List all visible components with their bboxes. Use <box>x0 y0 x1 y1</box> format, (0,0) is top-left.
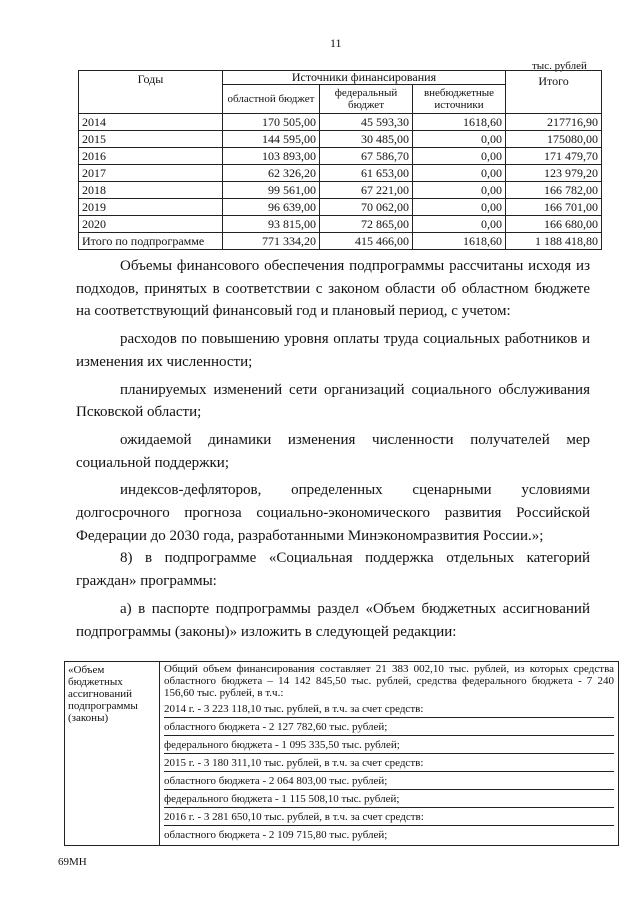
paragraph: а) в паспорте подпрограммы раздел «Объем бюджетных ассигнований подпрограммы (законы)» изложить в следующей редакции: <box>76 600 590 640</box>
cell-regional: 170 505,00 <box>223 114 320 131</box>
passport-line: областного бюджета - 2 127 782,60 тыс. рублей; <box>164 719 614 736</box>
footer-code: 69МН <box>58 856 87 868</box>
financing-table <box>78 70 602 250</box>
passport-line: областного бюджета - 2 064 803,00 тыс. рублей; <box>164 773 614 790</box>
cell-year: 2017 <box>79 165 223 182</box>
header-federal: федеральный бюджет <box>320 85 413 114</box>
cell-regional: 99 561,00 <box>223 182 320 199</box>
cell-federal: 67 586,70 <box>320 148 413 165</box>
passport-table <box>64 661 619 846</box>
cell-federal: 30 485,00 <box>320 131 413 148</box>
cell-total: 166 701,00 <box>506 199 602 216</box>
passport-line: 2014 г. - 3 223 118,10 тыс. рублей, в т.ч. за счет средств: <box>164 701 614 718</box>
header-years: Годы <box>79 71 223 114</box>
cell-extra: 0,00 <box>413 182 506 199</box>
cell-year: 2014 <box>79 114 223 131</box>
cell-regional: 62 326,20 <box>223 165 320 182</box>
cell-federal: 45 593,30 <box>320 114 413 131</box>
paragraph: планируемых изменений сети организаций социального обслуживания Псковской области; <box>76 381 590 421</box>
cell-extra: 0,00 <box>413 199 506 216</box>
table-row <box>79 199 602 216</box>
table-row <box>79 216 602 233</box>
table-row <box>79 165 602 182</box>
page-number: 11 <box>330 36 342 50</box>
cell-federal: 415 466,00 <box>320 233 413 250</box>
cell-federal: 70 062,00 <box>320 199 413 216</box>
cell-year: 2015 <box>79 131 223 148</box>
cell-total: 171 479,70 <box>506 148 602 165</box>
header-extrabudget: внебюджетные источники <box>413 85 506 114</box>
table-row <box>79 148 602 165</box>
passport-content <box>160 662 619 846</box>
passport-line: федерального бюджета - 1 115 508,10 тыс. рублей; <box>164 791 614 808</box>
paragraph: ожидаемой динамики изменения численности получателей мер социальной поддержки; <box>76 431 590 471</box>
cell-total: 166 782,00 <box>506 182 602 199</box>
table-row <box>79 131 602 148</box>
cell-year: 2019 <box>79 199 223 216</box>
paragraph: расходов по повышению уровня оплаты труда социальных работников и изменения их численности; <box>76 331 590 370</box>
cell-regional: 103 893,00 <box>223 148 320 165</box>
cell-total: 1 188 418,80 <box>506 233 602 250</box>
cell-federal: 72 865,00 <box>320 216 413 233</box>
unit-label: тыс. рублей <box>532 60 587 72</box>
cell-year: 2016 <box>79 148 223 165</box>
table-row-total <box>79 233 602 250</box>
header-total: Итого <box>506 71 602 114</box>
passport-line: областного бюджета - 2 109 715,80 тыс. рублей; <box>164 829 388 841</box>
cell-federal: 61 653,00 <box>320 165 413 182</box>
cell-regional: 93 815,00 <box>223 216 320 233</box>
table-row <box>79 182 602 199</box>
paragraph: Объемы финансового обеспечения подпрограммы рассчитаны исходя из подходов, принятых в соответствии с законом области об областном бюджете на соответствующий финансовый год и плановый период, с учетом: <box>76 258 590 320</box>
cell-total: 217716,90 <box>506 114 602 131</box>
cell-regional: 771 334,20 <box>223 233 320 250</box>
header-sources: Источники финансирования <box>223 71 506 85</box>
passport-line: 2016 г. - 3 281 650,10 тыс. рублей, в т.ч. за счет средств: <box>164 809 614 826</box>
body-text <box>76 255 590 643</box>
cell-extra: 1618,60 <box>413 114 506 131</box>
table-row <box>79 114 602 131</box>
paragraph: 8) в подпрограмме «Социальная поддержка отдельных категорий граждан» программы: <box>76 550 590 590</box>
cell-total: 123 979,20 <box>506 165 602 182</box>
cell-year: 2020 <box>79 216 223 233</box>
passport-line: 2015 г. - 3 180 311,10 тыс. рублей, в т.ч. за счет средств: <box>164 755 614 772</box>
cell-year: Итого по подпрограмме <box>79 233 223 250</box>
paragraph: индексов-дефляторов, определенных сценарными условиями долгосрочного прогноза социально-экономического развития Российской Федерации до 2030 года, разработанными Минэкономразвития России.»; <box>76 482 590 544</box>
cell-year: 2018 <box>79 182 223 199</box>
cell-regional: 144 595,00 <box>223 131 320 148</box>
cell-extra: 1618,60 <box>413 233 506 250</box>
cell-extra: 0,00 <box>413 131 506 148</box>
cell-extra: 0,00 <box>413 165 506 182</box>
cell-total: 166 680,00 <box>506 216 602 233</box>
passport-intro: Общий объем финансирования составляет 21 383 002,10 тыс. рублей, из которых средства областного бюджета – 14 142 845,50 тыс. рублей, средства федерального бюджета - 7 240 156,60 тыс. рублей, в т.ч.: <box>164 663 614 699</box>
cell-federal: 67 221,00 <box>320 182 413 199</box>
cell-extra: 0,00 <box>413 148 506 165</box>
cell-extra: 0,00 <box>413 216 506 233</box>
header-regional: областной бюджет <box>223 85 320 114</box>
passport-label: «Объем бюджетных ассигнований подпрограммы (законы) <box>65 662 160 846</box>
passport-line: федерального бюджета - 1 095 335,50 тыс. рублей; <box>164 737 614 754</box>
cell-total: 175080,00 <box>506 131 602 148</box>
cell-regional: 96 639,00 <box>223 199 320 216</box>
